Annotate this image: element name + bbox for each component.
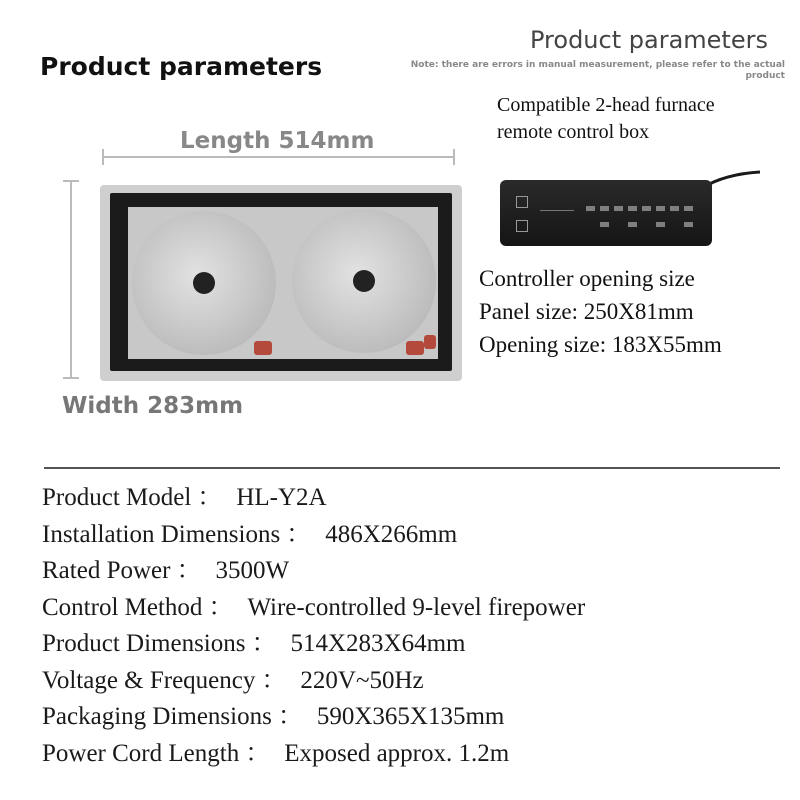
- cooktop-image: [100, 185, 462, 381]
- spec-label: Power Cord Length: [42, 739, 240, 767]
- slider-track: [540, 210, 574, 211]
- spec-separator: ：: [197, 484, 223, 511]
- level-button: [600, 222, 609, 227]
- remote-caption-line2: remote control box: [497, 121, 650, 143]
- spec-list: [42, 480, 585, 772]
- spec-row-installation-dimensions: [42, 517, 585, 554]
- length-dimension-line: [103, 156, 455, 158]
- spec-value: 220V~50Hz: [300, 666, 424, 694]
- width-dimension-line: [70, 181, 72, 377]
- lock-icon: [516, 220, 528, 232]
- coil-center-right: [353, 270, 375, 292]
- spec-label: Rated Power: [42, 557, 171, 584]
- secondary-title: Product parameters: [530, 26, 768, 54]
- spec-separator: ：: [245, 739, 271, 767]
- level-button: [628, 206, 637, 211]
- spec-row-packaging-dimensions: [42, 699, 585, 736]
- power-icon: [516, 196, 528, 208]
- measurement-note: Note: there are errors in manual measurement, please refer to the actual product: [410, 60, 785, 81]
- spec-value: 486X266mm: [325, 520, 458, 548]
- spec-value: HL-Y2A: [236, 484, 327, 511]
- level-button: [684, 222, 693, 227]
- opening-size: Opening size: 183X55mm: [479, 332, 722, 357]
- level-button: [586, 206, 595, 211]
- wire-connector: [254, 341, 272, 355]
- level-button: [600, 206, 609, 211]
- spec-value: Wire-controlled 9-level firepower: [247, 593, 586, 621]
- spec-row-product-model: [42, 480, 585, 517]
- level-button: [684, 206, 693, 211]
- coil-center-left: [193, 272, 215, 294]
- spec-value: 514X283X64mm: [290, 630, 466, 657]
- spec-label: Product Model: [42, 484, 192, 511]
- spec-value: 3500W: [215, 557, 290, 584]
- section-divider: [44, 467, 780, 469]
- level-button: [670, 206, 679, 211]
- length-dimension-cap-left: [102, 149, 104, 165]
- spec-label: Control Method: [42, 593, 203, 621]
- controller-heading: Controller opening size: [479, 266, 695, 291]
- panel-size: Panel size: 250X81mm: [479, 299, 694, 324]
- spec-label: Installation Dimensions: [42, 520, 281, 548]
- spec-separator: ：: [176, 557, 202, 584]
- length-label: Length 514mm: [180, 128, 375, 154]
- cooktop-base-plate: [128, 207, 438, 359]
- induction-coil-left: [132, 211, 276, 355]
- width-dimension-cap-bottom: [63, 377, 79, 379]
- controller-size-block: [479, 262, 722, 361]
- remote-control-box-image: [500, 180, 712, 246]
- width-dimension-cap-top: [63, 180, 79, 182]
- level-button: [614, 206, 623, 211]
- spec-label: Packaging Dimensions: [42, 703, 272, 730]
- page-title: Product parameters: [40, 52, 323, 81]
- cooktop-frame: [110, 193, 452, 371]
- spec-label: Voltage & Frequency: [42, 666, 256, 694]
- width-label: Width 283mm: [62, 393, 244, 419]
- remote-caption-line1: Compatible 2-head furnace: [497, 94, 715, 116]
- length-dimension-cap-right: [453, 149, 455, 165]
- spec-separator: ：: [208, 593, 234, 621]
- spec-label: Product Dimensions: [42, 630, 246, 657]
- level-button: [656, 206, 665, 211]
- spec-value: Exposed approx. 1.2m: [284, 739, 510, 767]
- induction-coil-right: [292, 209, 436, 353]
- spec-row-power-cord-length: [42, 736, 585, 773]
- spec-row-control-method: [42, 590, 585, 627]
- wire-connector: [424, 335, 436, 349]
- spec-row-rated-power: [42, 553, 585, 590]
- level-button: [628, 222, 637, 227]
- level-button: [642, 206, 651, 211]
- spec-separator: ：: [277, 703, 303, 730]
- spec-row-voltage-frequency: [42, 663, 585, 700]
- spec-separator: ：: [261, 666, 287, 694]
- spec-separator: ：: [251, 630, 277, 657]
- spec-row-product-dimensions: [42, 626, 585, 663]
- spec-value: 590X365X135mm: [316, 703, 505, 730]
- wire-connector: [406, 341, 424, 355]
- remote-caption: [497, 92, 715, 146]
- level-button: [656, 222, 665, 227]
- spec-separator: ：: [286, 520, 312, 548]
